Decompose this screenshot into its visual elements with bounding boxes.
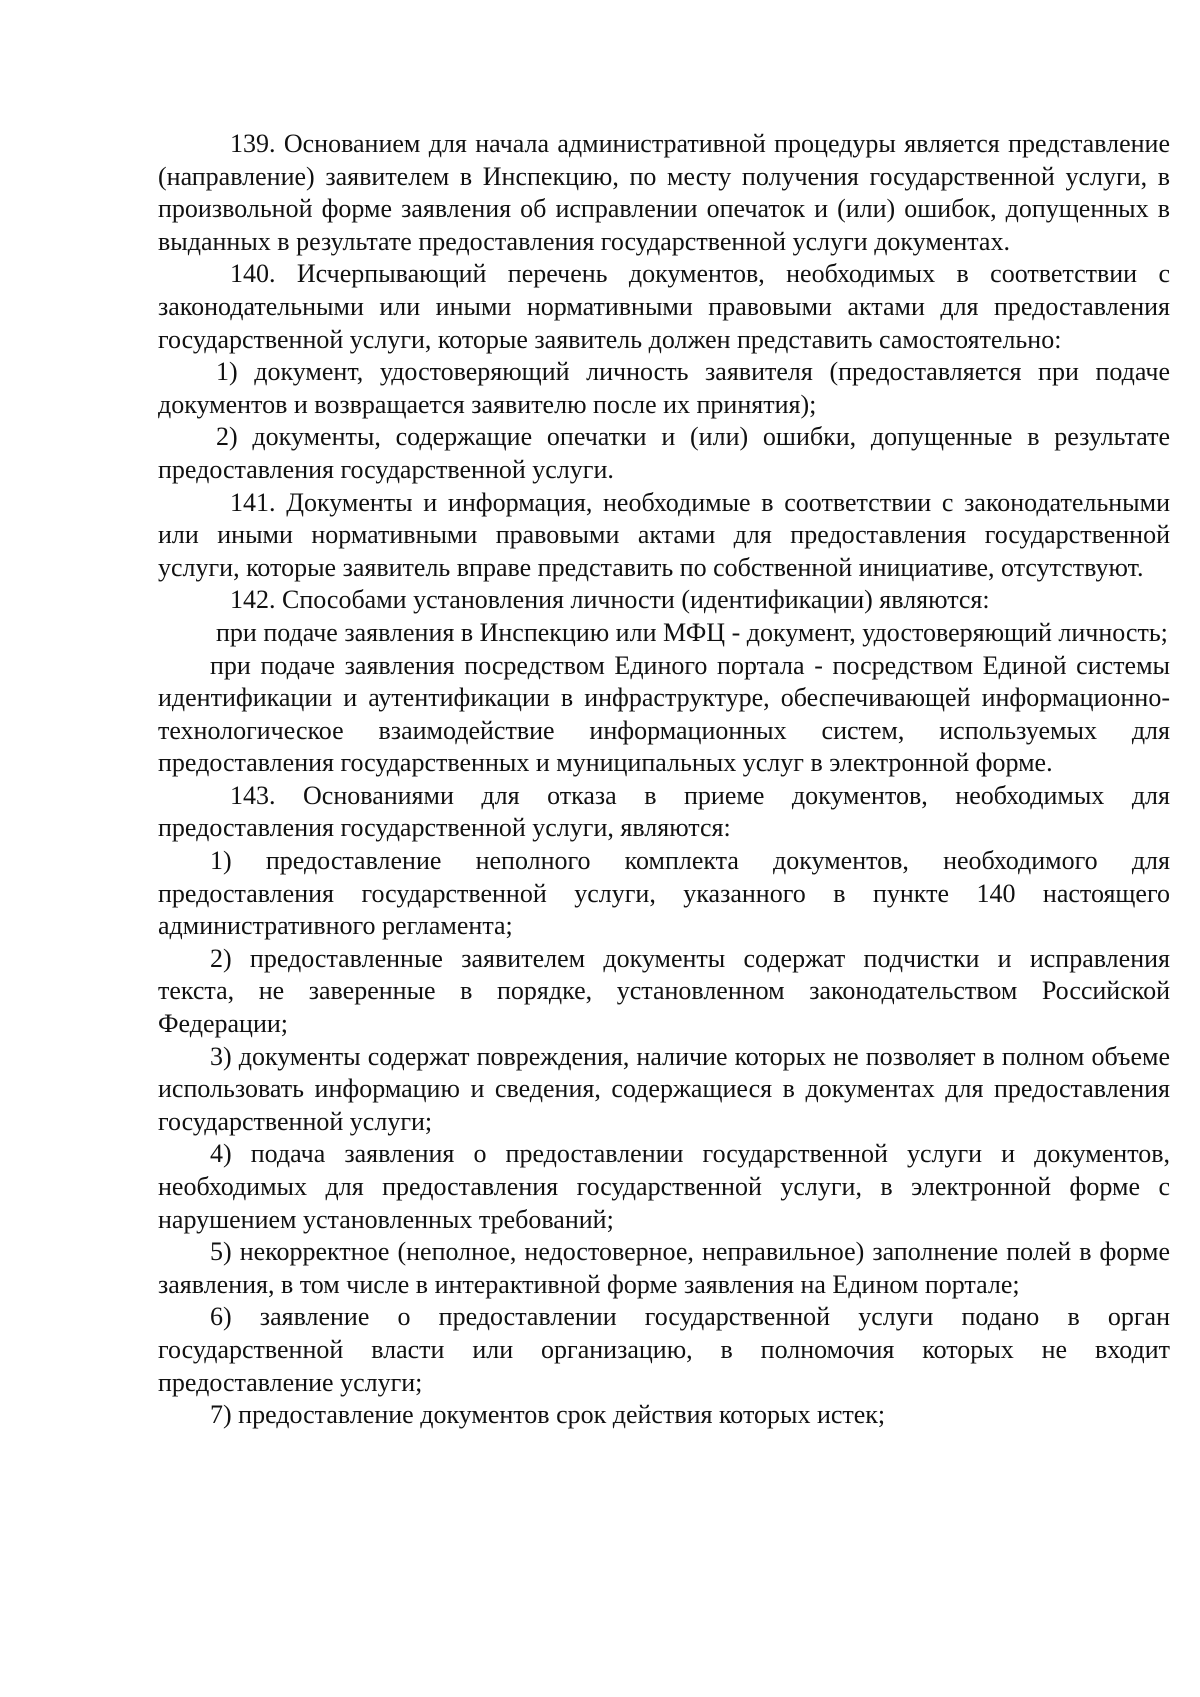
- paragraph-142: 142. Способами установления личности (идентификации) являются:: [230, 585, 990, 615]
- paragraph-143-item-4: 4) подача заявления о предоставлении государственной услуги и документов, необходимых для предоставления государственной услуги, в электронной форме с нарушением установленных требований;: [158, 1139, 1170, 1234]
- paragraph-143-item-6: 6) заявление о предоставлении государственной услуги подано в орган государственной власти или организацию, в полномочия которых не входит предоставление услуги;: [158, 1302, 1170, 1397]
- paragraph-139: 139. Основанием для начала административной процедуры является представление (направление) заявителем в Инспекцию, по месту получения государственной услуги, в произвольной форме заявления об исправлении опечаток и (или) ошибок, допущенных в выданных в результате предоставления государственной услуги документах.: [158, 129, 1170, 256]
- document-body: [158, 128, 1170, 1432]
- paragraph-143-item-2: 2) предоставленные заявителем документы содержат подчистки и исправления текста, не заверенные в порядке, установленном законодательством Российской Федерации;: [158, 943, 1170, 1039]
- paragraph-143: 143. Основаниями для отказа в приеме документов, необходимых для предоставления государственной услуги, являются:: [158, 780, 1170, 843]
- paragraph-143-item-1: 1) предоставление неполного комплекта документов, необходимого для предоставления государственной услуги, указанного в пункте 140 настоящего административного регламента;: [158, 846, 1170, 941]
- paragraph-141: 141. Документы и информация, необходимые в соответствии с законодательными или иными нормативными правовыми актами для предоставления государственной услуги, которые заявитель вправе представить по собственной инициативе, отсутствуют.: [158, 487, 1170, 582]
- paragraph-140: 140. Исчерпывающий перечень документов, необходимых в соответствии с законодательными или иными нормативными правовыми актами для предоставления государственной услуги, которые заявитель должен представить самостоятельно:: [158, 259, 1170, 354]
- paragraph-142-mfc: при подаче заявления в Инспекцию или МФЦ - документ, удостоверяющий личность;: [216, 617, 1168, 647]
- paragraph-143-item-3: 3) документы содержат повреждения, наличие которых не позволяет в полном объеме использовать информацию и сведения, содержащиеся в документах для предоставления государственной услуги;: [158, 1041, 1170, 1136]
- paragraph-143-item-7: 7) предоставление документов срок действия которых истек;: [210, 1400, 886, 1430]
- paragraph-143-item-5: 5) некорректное (неполное, недостоверное, неправильное) заполнение полей в форме заявления, в том числе в интерактивной форме заявления на Едином портале;: [158, 1237, 1170, 1299]
- paragraph-142-portal: при подаче заявления посредством Единого портала - посредством Единой системы идентификации и аутентификации в инфраструктуре, обеспечивающей информационно-технологическое взаимодействие информационных систем, используемых для предоставления государственных и муниципальных услуг в электронной форме.: [158, 650, 1170, 778]
- paragraph-140-item-1: 1) документ, удостоверяющий личность заявителя (предоставляется при подаче документов и возвращается заявителю после их принятия);: [158, 357, 1170, 419]
- paragraph-140-item-2: 2) документы, содержащие опечатки и (или) ошибки, допущенные в результате предоставления государственной услуги.: [158, 422, 1170, 484]
